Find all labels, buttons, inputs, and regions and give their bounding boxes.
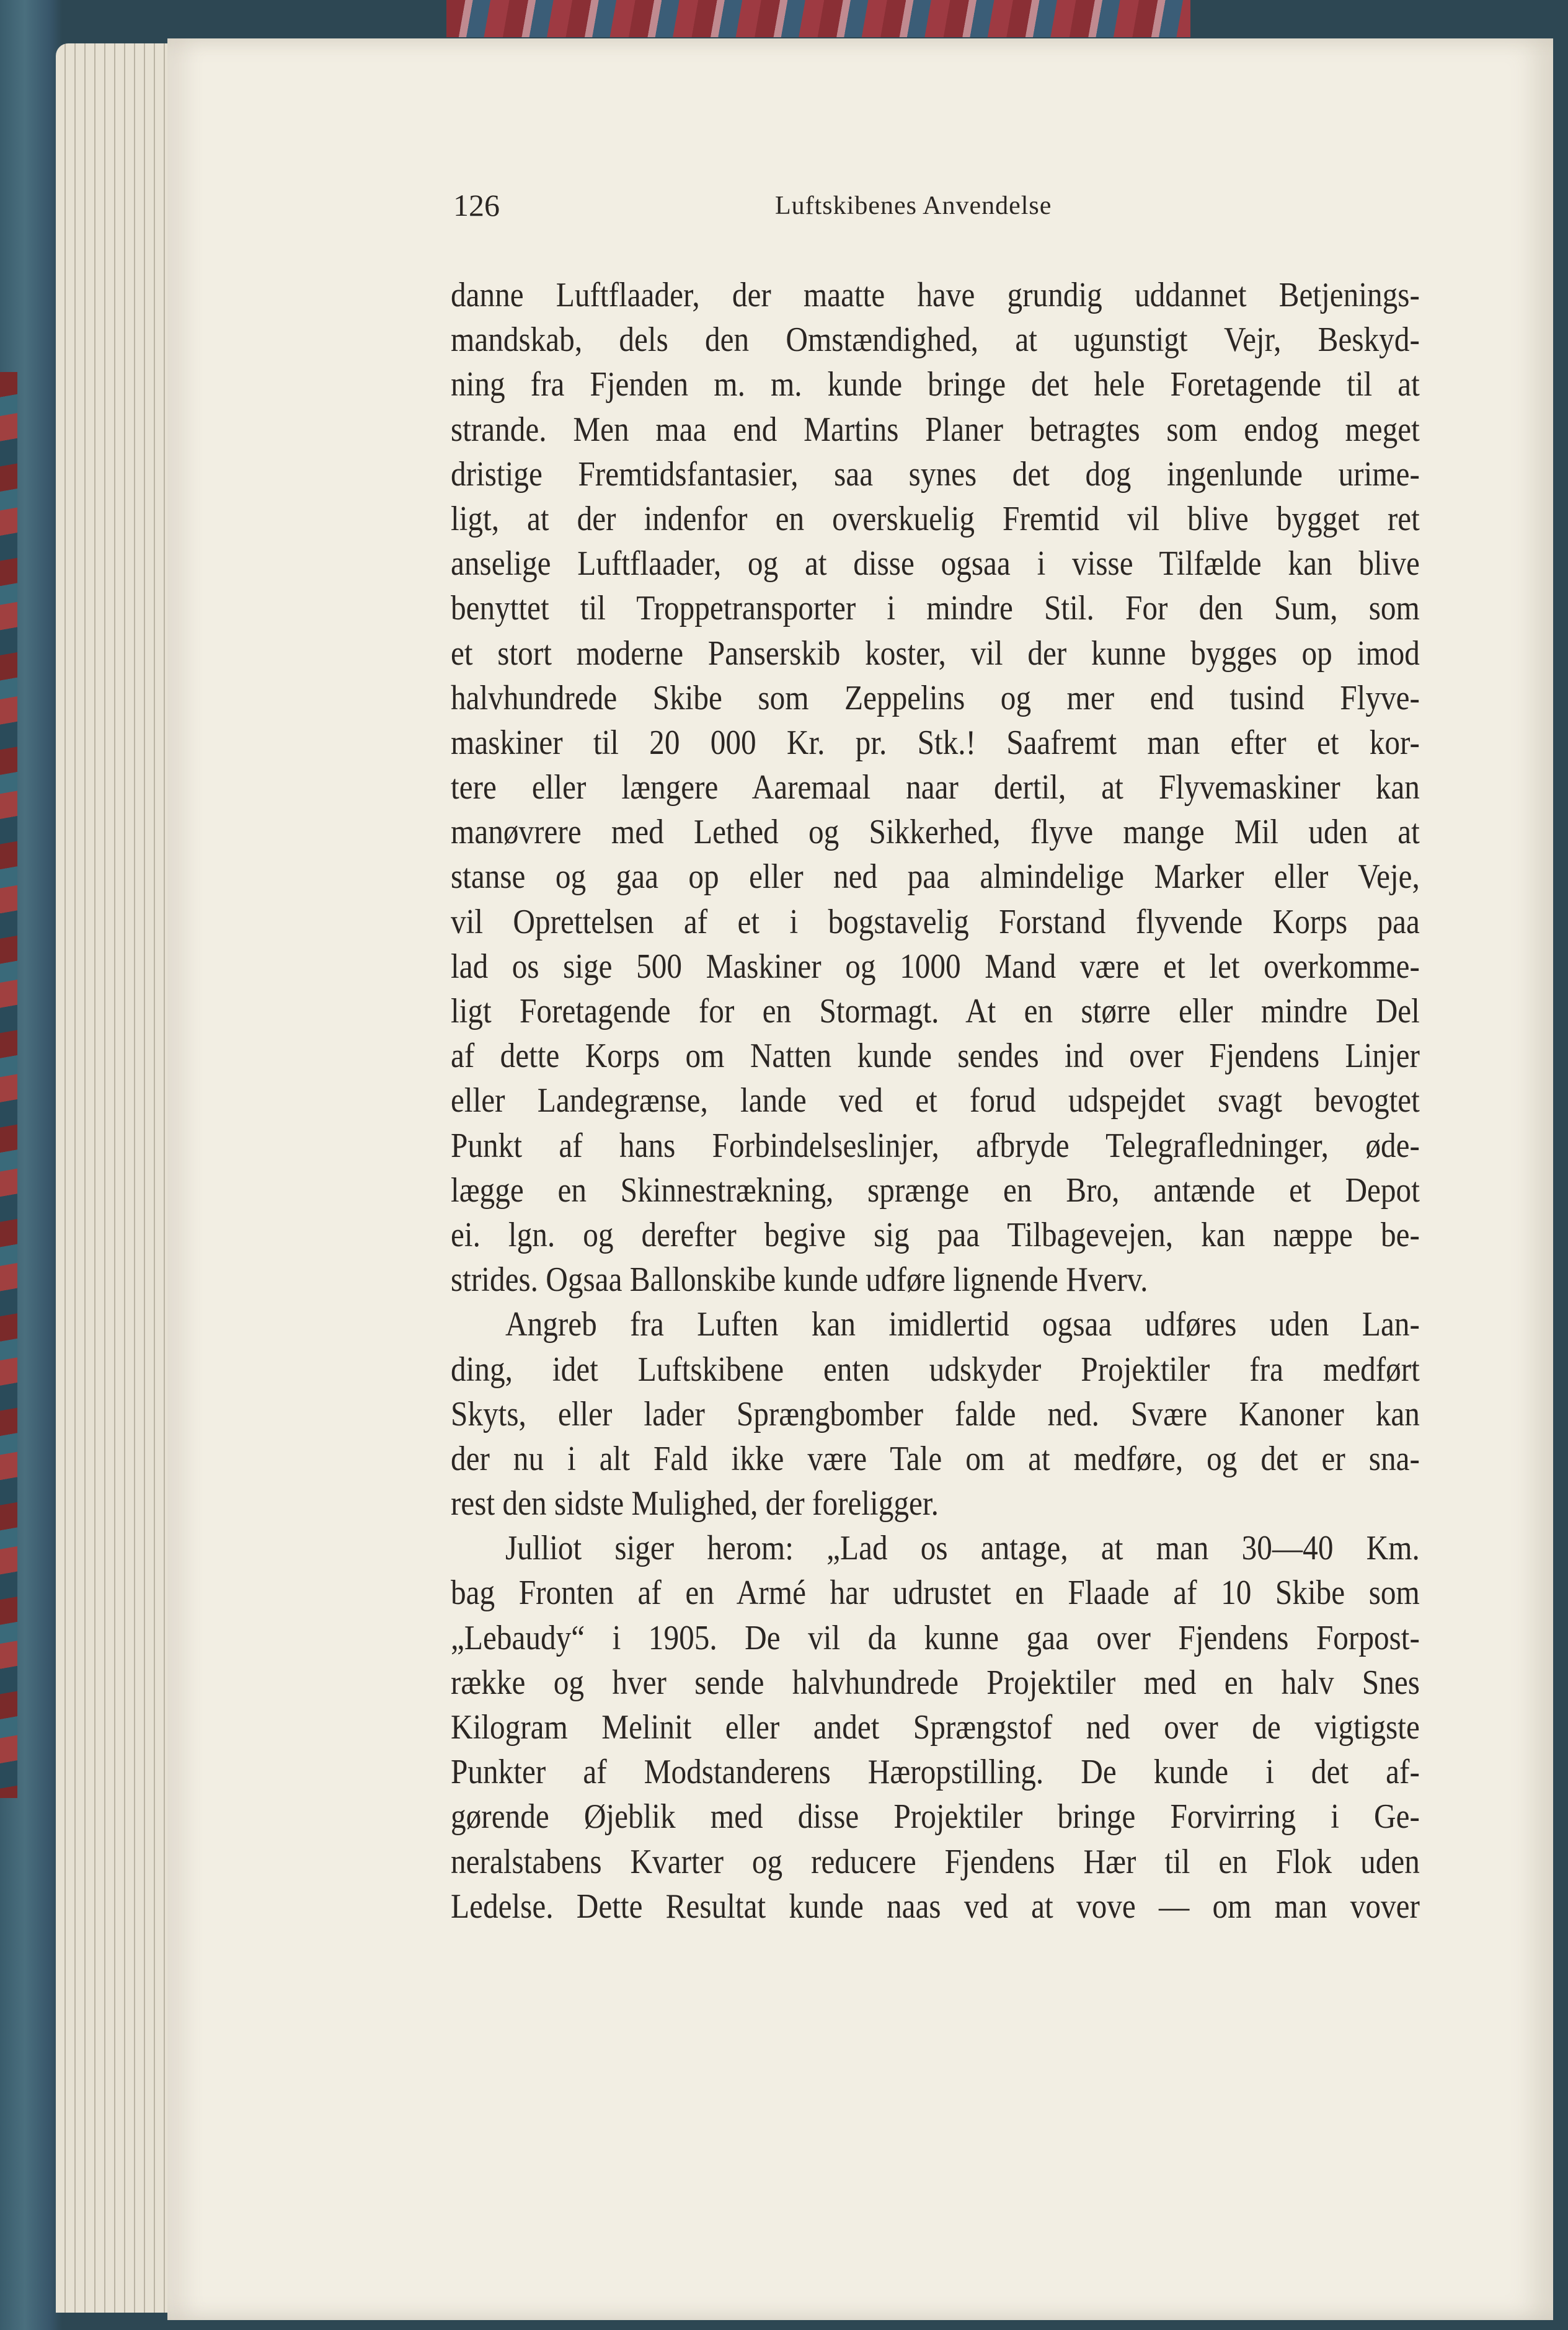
text-line: af dette Korps om Natten kunde sendes ind over Fjendens Linjer (451, 1037, 1420, 1076)
text-line: strides. Ogsaa Ballonskibe kunde udføre lignende Hverv. (451, 1260, 1148, 1300)
text-line: rest den sidste Mulighed, der foreligger. (451, 1484, 939, 1523)
text-line: gørende Øjeblik med disse Projektiler bringe Forvirring i Ge- (451, 1797, 1420, 1836)
text-line: neralstabens Kvarter og reducere Fjendens Hær til en Flok uden (451, 1842, 1420, 1881)
text-line: Punkter af Modstanderens Hæropstilling. De kunde i det af- (451, 1753, 1420, 1792)
text-line: eller Landegrænse, lande ved et forud udspejdet svagt bevogtet (451, 1081, 1420, 1120)
text-line: danne Luftflaader, der maatte have grundig uddannet Betjenings- (451, 276, 1420, 314)
page-number: 126 (453, 188, 500, 223)
marbled-edge (0, 372, 17, 1798)
text-line: mandskab, dels den Omstændighed, at ugunstigt Vejr, Beskyd- (451, 321, 1420, 360)
text-line: ligt Foretagende for en Stormagt. At en større eller mindre Del (451, 992, 1420, 1030)
text-line: Angreb fra Luften kan imidlertid ogsaa udføres uden Lan- (505, 1305, 1420, 1344)
marbled-top-strip (446, 0, 1190, 37)
text-line: maskiner til 20 000 Kr. pr. Stk.! Saafremt man efter et kor- (451, 723, 1420, 762)
text-line: Punkt af hans Forbindelseslinjer, afbryde Telegrafledninger, øde- (451, 1126, 1420, 1165)
page-edges (56, 43, 180, 2313)
text-line: halvhundrede Skibe som Zeppelins og mer end tusind Flyve- (451, 678, 1420, 717)
text-line: lægge en Skinnestrækning, sprænge en Bro, antænde et Depot (451, 1171, 1420, 1210)
body-text (451, 273, 1420, 1929)
text-line: Julliot siger herom: „Lad os antage, at man 30—40 Km. (505, 1529, 1420, 1568)
text-line: vil Oprettelsen af et i bogstavelig Forstand flyvende Korps paa (451, 902, 1420, 941)
text-line: strande. Men maa end Martins Planer betragtes som endog meget (451, 410, 1420, 449)
text-line: dristige Fremtidsfantasier, saa synes det dog ingenlunde urime- (451, 454, 1420, 494)
text-line: række og hver sende halvhundrede Projektiler med en halv Snes (451, 1663, 1420, 1702)
text-line: Kilogram Melinit eller andet Sprængstof ned over de vigtigste (451, 1708, 1420, 1747)
text-line: Skyts, eller lader Sprængbomber falde ned. Svære Kanoner kan (451, 1394, 1420, 1433)
text-line: ning fra Fjenden m. m. kunde bringe det hele Foretagende til at (451, 365, 1420, 404)
text-line: der nu i alt Fald ikke være Tale om at medføre, og det er sna- (451, 1439, 1420, 1478)
text-line: ding, idet Luftskibene enten udskyder Projektiler fra medført (451, 1350, 1420, 1389)
text-line: ligt, at der indenfor en overskuelig Fremtid vil blive bygget ret (451, 499, 1420, 538)
text-line: „Lebaudy“ i 1905. De vil da kunne gaa over Fjendens Forpost- (451, 1618, 1420, 1657)
text-line: Ledelse. Dette Resultat kunde naas ved at vove — om man vover (451, 1887, 1420, 1926)
text-line: et stort moderne Panserskib koster, vil der kunne bygges op imod (451, 634, 1420, 673)
text-line: bag Fronten af en Armé har udrustet en Flaade af 10 Skibe som (451, 1574, 1420, 1613)
text-line: benyttet til Troppetransporter i mindre Stil. For den Sum, som (451, 589, 1420, 628)
text-line: stanse og gaa op eller ned paa almindelige Marker eller Veje, (451, 857, 1420, 897)
text-line: tere eller længere Aaremaal naar dertil, at Flyvemaskiner kan (451, 768, 1420, 807)
text-line: lad os sige 500 Maskiner og 1000 Mand være et let overkomme- (451, 947, 1420, 986)
running-title: Luftskibenes Anvendelse (775, 192, 1052, 220)
text-line: ei. lgn. og derefter begive sig paa Tilbagevejen, kan næppe be- (451, 1215, 1420, 1254)
text-line: anselige Luftflaader, og at disse ogsaa i visse Tilfælde kan blive (451, 544, 1420, 583)
text-line: manøvrere med Lethed og Sikkerhed, flyve mange Mil uden at (451, 813, 1420, 852)
